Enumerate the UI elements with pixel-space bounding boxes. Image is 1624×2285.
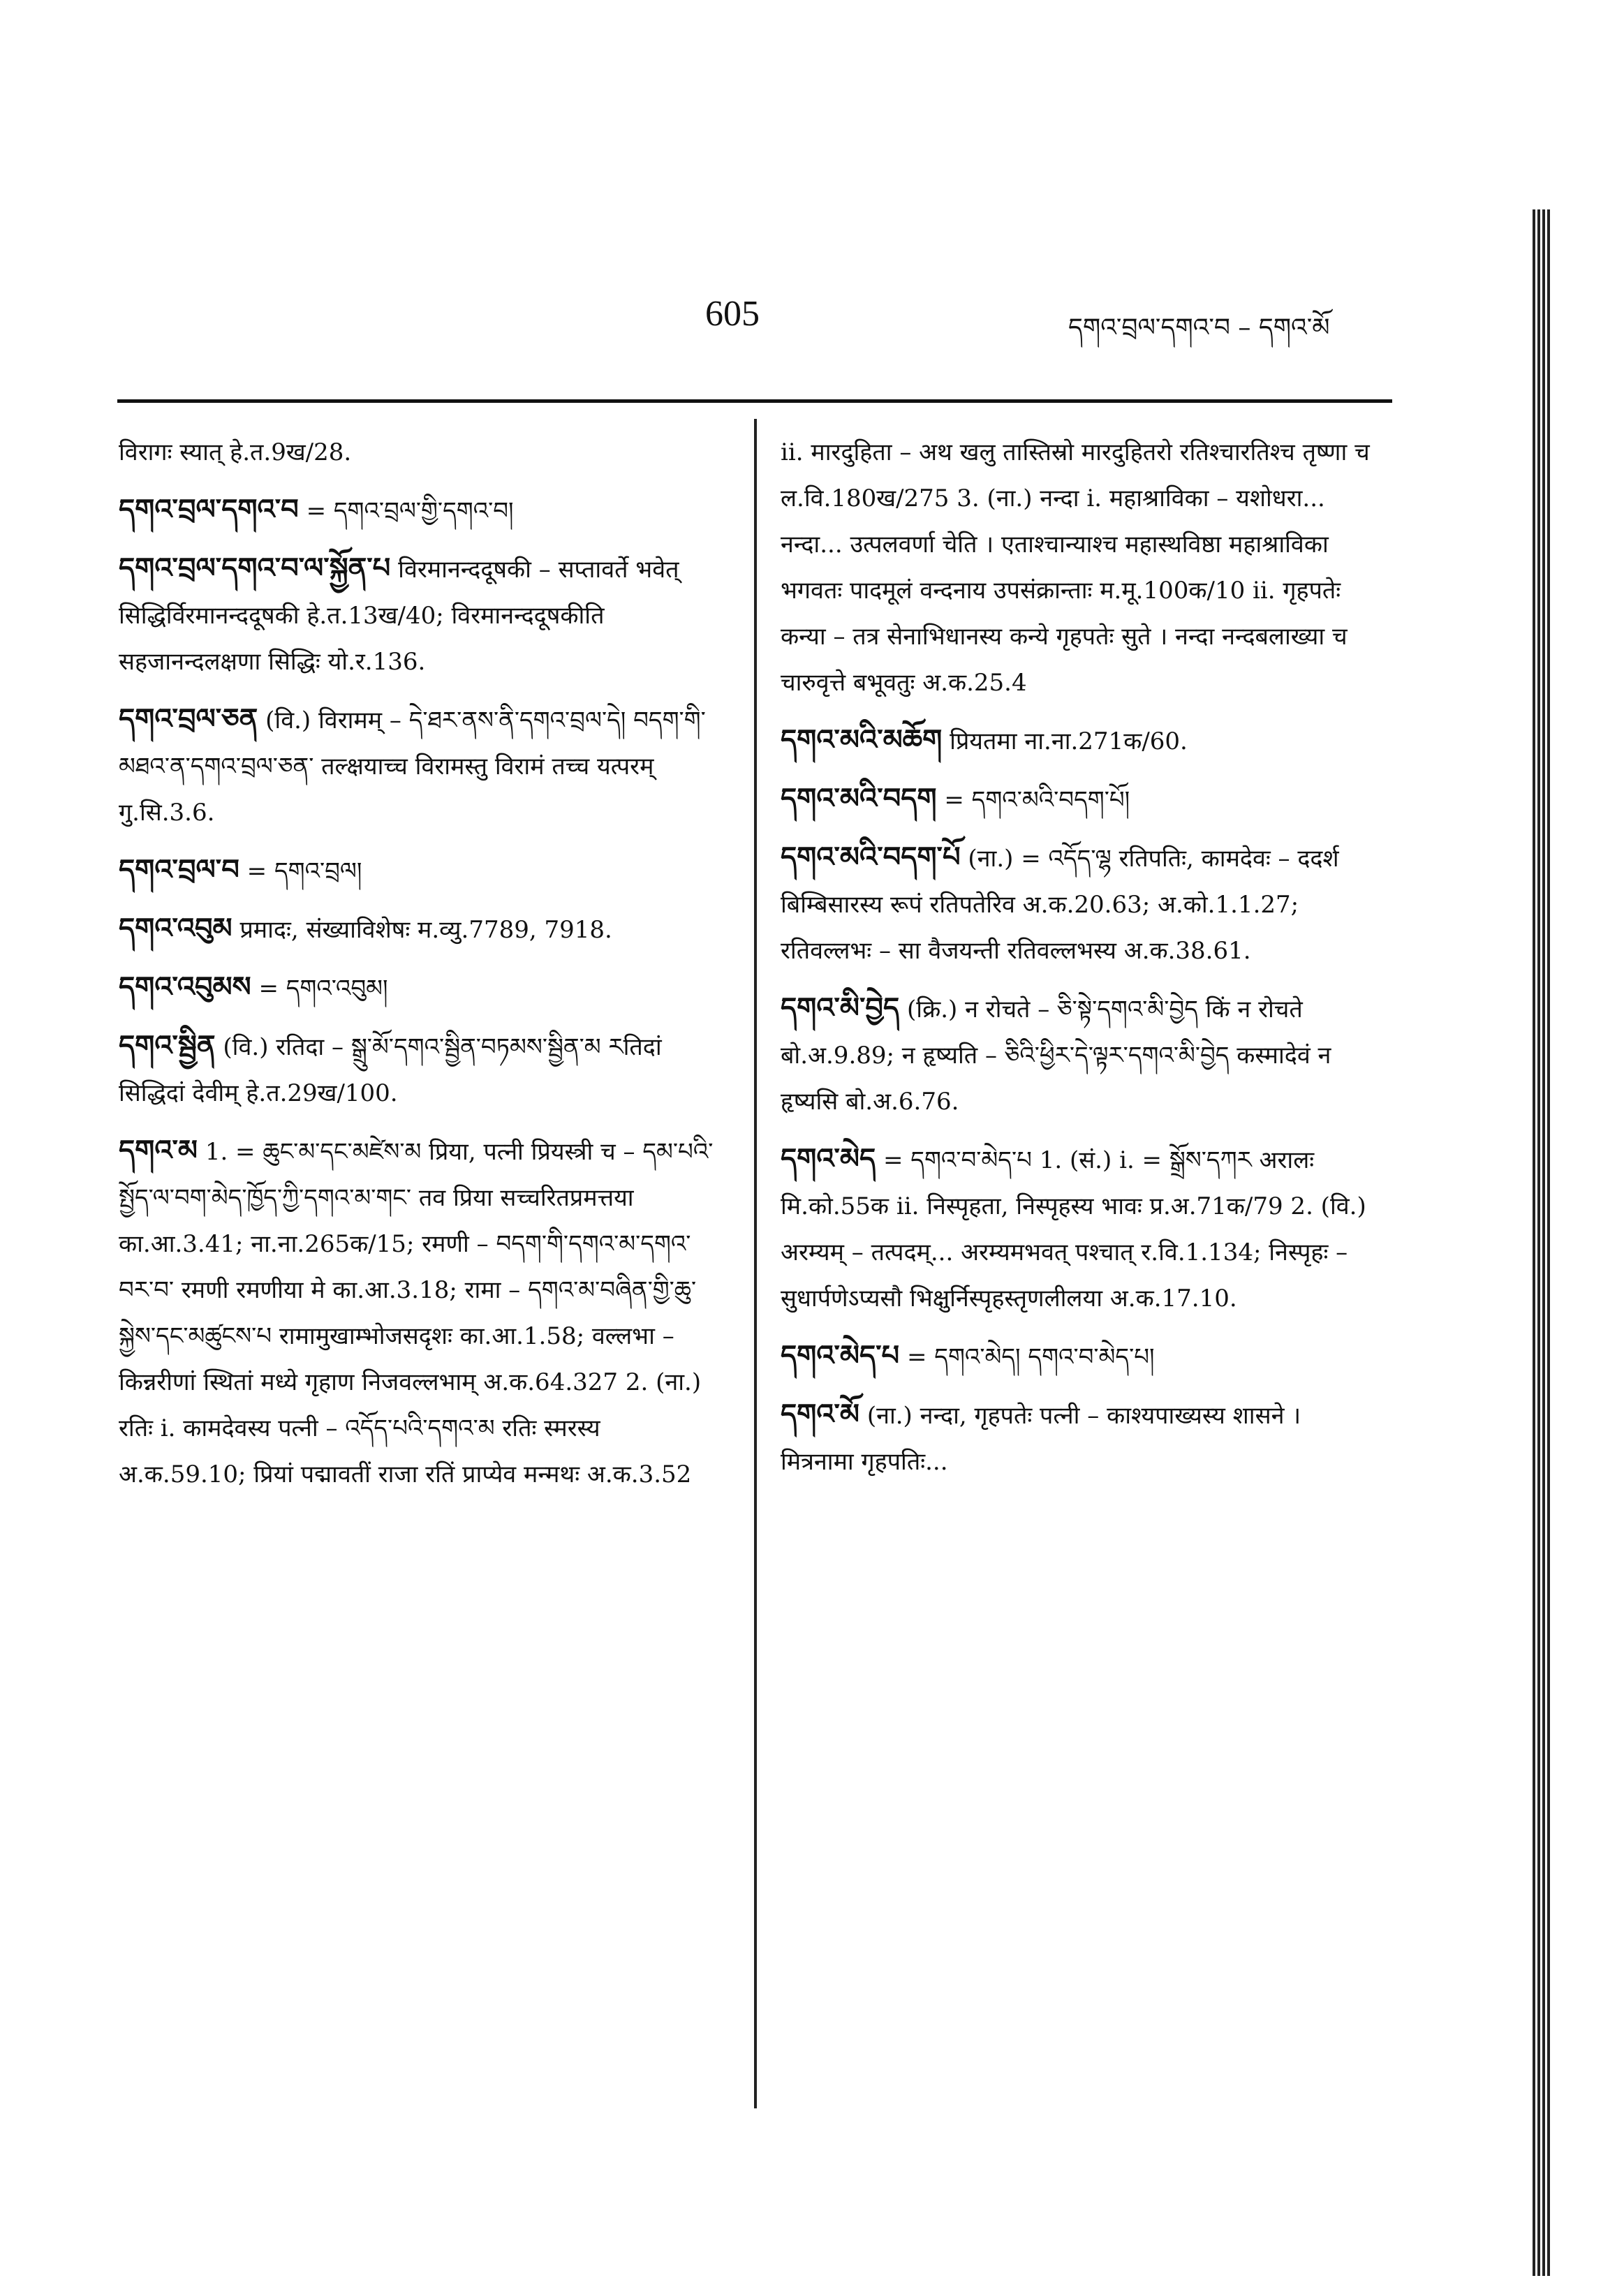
dictionary-entry — [119, 429, 719, 475]
tibetan-headword: དགའ་འབུམས — [119, 970, 251, 1003]
entry-text: विरमानन्ददूषकी – सप्तावर्ते भवेत् सिद्धिर्विरमानन्ददूषकी हे.त.13ख/40; विरमानन्ददूषकीति सहजानन्दलक्षणा सिद्धिः यो.र.136. — [119, 556, 679, 676]
entry-text: = དགའ་བྲལ། — [246, 857, 362, 885]
entry-text: प्रियतमा ना.ना.271क/60. — [950, 727, 1188, 755]
page-number: 605 — [705, 294, 760, 334]
entry-text: (ना.) नन्दा, गृहपतेः पत्नी – काश्यपाख्यस्य शासने । मित्रनामा गृहपतिः... — [781, 1402, 1301, 1476]
entry-text: (ना.) = འདོད་ལྷ रतिपतिः, कामदेवः – ददर्श बिम्बिसारस्य रूपं रतिपतेरिव अ.क.20.63; अ.को.1.1.27; रतिवल्लभः – सा वैजयन्ती रतिवल्लभस्य अ.क.38.61. — [781, 845, 1339, 965]
entry-text: प्रमादः, संख्याविशेषः म.व्यु.7789, 7918. — [239, 916, 612, 944]
dictionary-entry — [781, 985, 1381, 1125]
dictionary-entry — [119, 487, 719, 534]
tibetan-headword: དགའ་མའི་བདག་པོ — [781, 841, 961, 873]
dictionary-entry — [119, 696, 719, 836]
dictionary-entry — [781, 834, 1381, 974]
tibetan-headword: དགའ་མོ — [781, 1398, 859, 1430]
entry-text: = དགའ་བྲལ་གྱི་དགའ་བ། — [306, 497, 514, 525]
dictionary-entry — [119, 1023, 719, 1116]
tibetan-headword: དགའ་བྲལ་ཅན — [119, 702, 258, 735]
entry-text: (क्रि.) न रोचते – ཅི་སྟེ་དགའ་མི་བྱེད किं न रोचते बो.अ.9.89; न हृष्यति – ཅིའི་ཕྱིར་དེ་ལྟར་དགའ་མི་བྱེད कस्मादेवं न हृष्यसि बो.अ.6.76. — [781, 996, 1331, 1116]
dictionary-entry — [119, 905, 719, 953]
tibetan-headword: དགའ་མེད་པ — [781, 1339, 900, 1372]
dictionary-entry — [781, 1136, 1381, 1322]
tibetan-headword: དགའ་སྦྱིན — [119, 1029, 216, 1062]
entry-text: विरागः स्यात् हे.त.9ख/28. — [119, 438, 352, 466]
dictionary-entry — [781, 1391, 1381, 1485]
entry-text: ii. मारदुहिता – अथ खलु तास्तिस्रो मारदुहितरो रतिश्चारतिश्च तृष्णा च ल.वि.180ख/275 3. (ना.) नन्दा i. महाश्राविका – यशोधरा... नन्दा... उत्पलवर्णा चेति । एताश्चान्याश्च महास्थविष्ठा महाश्राविका भगवतः पादमूलं वन्दनाय उपसंक्रान्ताः म.मू.100क/10 ii. गृहपतेः कन्या – तत्र सेनाभिधानस्य कन्ये गृहपतेः सुते । नन्दा नन्दबलाख्या च चारुवृत्ते बभूवतुः अ.क.25.4 — [781, 438, 1370, 697]
tibetan-headword: དགའ་མའི་བདག — [781, 782, 937, 815]
entry-text: 1. = ཆུང་མ་དང་མཛེས་མ प्रिया, पत्नी प्रियस्त्री च – དམ་པའི་སྤྱོད་ལ་བག་མེད་ཁྱོད་ཀྱི་དགའ་མ་གང་ तव प्रिया सच्चरितप्रमत्तया का.आ.3.41; ना.ना.265क/15; रमणी – བདག་གི་དགའ་མ་དགའ་བར་བ་ रमणी रमणीया मे का.आ.3.18; रामा – དགའ་མ་བཞིན་གྱི་ཆུ་སྐྱེས་དང་མཚུངས་པ रामामुखाम्भोजसदृशः का.आ.1.58; वल्लभा – किन्नरीणां स्थितां मध्ये गृहाण निजवल्लभाम् अ.क.64.327 2. (ना.) रतिः i. कामदेवस्य पत्नी – འདོད་པའི་དགའ་མ रतिः स्मरस्य अ.क.59.10; प्रियां पद्मावतीं राजा रतिं प्राप्येव मन्मथः अ.क.3.52 — [119, 1138, 714, 1488]
entry-text: = དགའ་བ་མེད་པ 1. (सं.) i. = སྒྲོས་དཀར अरालः मि.को.55क ii. निस्पृहता, निस्पृहस्य भावः प्र.अ.71क/79 2. (वि.) अरम्यम् – तत्पदम्... अरम्यमभवत् पश्चात् र.वि.1.134; निस्पृहः – सुधार्पणेऽप्यसौ भिक्षुर्निस्पृहस्तृणलीलया अ.क.17.10. — [781, 1146, 1366, 1312]
tibetan-headword: དགའ་བྲལ་དགའ་བ — [119, 493, 299, 526]
dictionary-entry — [781, 429, 1381, 706]
tibetan-headword: དགའ་མ — [119, 1134, 198, 1167]
entry-text: (वि.) रतिदा – སྒྲུ་མོ་དགའ་སྦྱིན་བཏམས་སྦྱིན་མ རतिदां सिद्धिदां देवीम् हे.त.29ख/100. — [119, 1033, 662, 1107]
left-column — [119, 429, 719, 1509]
running-head: དགའ་བྲལ་དགའ་བ – དགའ་མོ — [1068, 313, 1330, 342]
dictionary-entry — [781, 1333, 1381, 1380]
dictionary-entry — [119, 545, 719, 685]
entry-text: (वि.) विरामम् – དེ་ཐར་ནས་ནི་དགའ་བྲལ་དེ། བདག་གི་མཐའ་ན་དགའ་བྲལ་ཅན་ तल्क्षयाच्च विरामस्तु विरामं तच्च यत्परम् गु.सि.3.6. — [119, 707, 706, 827]
entry-text: = དགའ་མའི་བདག་པོ། — [944, 786, 1130, 814]
dictionary-entry — [119, 1127, 719, 1498]
tibetan-headword: དགའ་མི་བྱེད — [781, 991, 900, 1024]
binding-edge — [1533, 209, 1552, 2276]
dictionary-entry — [119, 964, 719, 1012]
entry-text: = དགའ་འབུམ། — [258, 975, 388, 1003]
tibetan-headword: དགའ་བྲལ་དགའ་བ་ལ་སྐྱོན་པ — [119, 552, 391, 584]
tibetan-headword: དགའ་འབུམ — [119, 912, 232, 945]
tibetan-headword: དགའ་མའི་མཆོག — [781, 723, 943, 756]
tibetan-headword: དགའ་བྲལ་བ — [119, 853, 239, 886]
column-divider — [754, 419, 757, 2108]
dictionary-entry — [781, 717, 1381, 764]
tibetan-headword: དགའ་མེད — [781, 1142, 876, 1175]
dictionary-entry — [119, 847, 719, 894]
dictionary-entry — [781, 776, 1381, 823]
header-rule — [117, 399, 1392, 403]
right-column — [781, 429, 1381, 1496]
entry-text: = དགའ་མེད། དགའ་བ་མེད་པ། — [907, 1343, 1155, 1371]
